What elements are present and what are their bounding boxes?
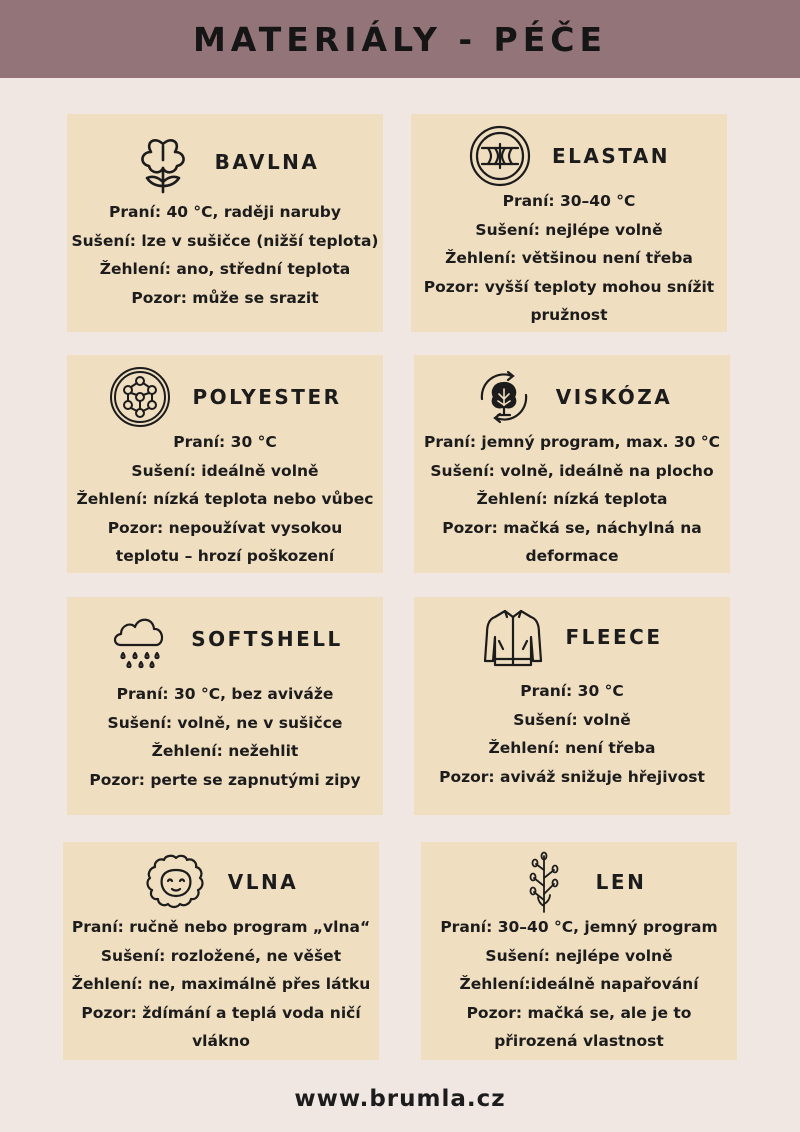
cotton-icon bbox=[131, 130, 195, 194]
card-title: VLNA bbox=[227, 870, 299, 894]
card-line: Žehlení: ne, maximálně přes látku bbox=[71, 975, 371, 993]
card-title: POLYESTER bbox=[192, 385, 342, 409]
card-line: Pozor: aviváž snižuje hřejivost bbox=[439, 767, 705, 786]
card-line: Praní: 30–40 °C bbox=[502, 192, 636, 210]
card-line: pružnost bbox=[530, 306, 608, 324]
elastic-fabric-icon bbox=[468, 124, 532, 188]
card-line: Praní: jemný program, max. 30 °C bbox=[424, 433, 720, 451]
card-fleece bbox=[414, 597, 730, 815]
card-line: Žehlení: většinou není třeba bbox=[445, 249, 693, 267]
card-title: LEN bbox=[595, 870, 647, 894]
card-line: Žehlení: nežehlit bbox=[151, 742, 299, 760]
card-title: VISKÓZA bbox=[555, 385, 673, 409]
card-viskoza bbox=[414, 355, 730, 573]
card-line: Pozor: ždímání a teplá voda ničí bbox=[81, 1003, 361, 1022]
card-line: Pozor: nepoužívat vysokou bbox=[107, 518, 343, 537]
card-line: Sušení: volně, ne v sušičce bbox=[107, 713, 343, 732]
card-line: Pozor: mačká se, ale je to bbox=[466, 1003, 692, 1022]
card-line: Praní: ručně nebo program „vlna“ bbox=[71, 918, 371, 936]
footer-url[interactable]: www.brumla.cz bbox=[294, 1086, 506, 1112]
card-line: Sušení: nejlépe volně bbox=[485, 946, 673, 965]
card-line: Pozor: vyšší teploty mohou snížit bbox=[423, 277, 715, 296]
card-title: BAVLNA bbox=[214, 150, 320, 174]
card-line: Sušení: ideálně volně bbox=[131, 461, 319, 480]
card-elastan bbox=[411, 114, 727, 332]
card-vlna bbox=[63, 842, 379, 1060]
card-line: Pozor: může se srazit bbox=[131, 288, 319, 307]
card-polyester bbox=[67, 355, 383, 573]
card-bavlna bbox=[67, 114, 383, 332]
card-line: Sušení: nejlépe volně bbox=[475, 220, 663, 239]
rain-cloud-icon bbox=[107, 607, 171, 671]
card-line: vlákno bbox=[192, 1032, 250, 1050]
card-line: přirozená vlastnost bbox=[494, 1032, 664, 1050]
card-line: Žehlení: nízká teplota nebo vůbec bbox=[76, 490, 374, 508]
molecule-icon bbox=[108, 365, 172, 429]
flax-plant-icon bbox=[512, 850, 576, 914]
card-softshell bbox=[67, 597, 383, 815]
card-title: FLEECE bbox=[565, 625, 663, 649]
card-title: SOFTSHELL bbox=[191, 627, 343, 651]
page-title: MATERIÁLY - PÉČE bbox=[192, 19, 608, 59]
card-line: Praní: 30–40 °C, jemný program bbox=[440, 918, 718, 936]
card-line: Žehlení: nízká teplota bbox=[476, 490, 668, 508]
card-line: Pozor: perte se zapnutými zipy bbox=[89, 770, 361, 789]
card-line: Praní: 30 °C, bez aviváže bbox=[116, 685, 334, 703]
card-line: Sušení: volně, ideálně na plocho bbox=[430, 461, 714, 480]
card-line: Praní: 30 °C bbox=[173, 433, 277, 451]
card-len bbox=[421, 842, 737, 1060]
card-line: Sušení: volně bbox=[513, 710, 631, 729]
card-line: Žehlení: ano, střední teplota bbox=[99, 260, 351, 278]
recycle-tree-icon bbox=[472, 365, 536, 429]
card-line: Sušení: rozložené, ne věšet bbox=[100, 946, 342, 965]
sheep-icon bbox=[144, 850, 208, 914]
card-line: Praní: 30 °C bbox=[520, 682, 624, 700]
card-line: deformace bbox=[525, 547, 619, 565]
card-title: ELASTAN bbox=[551, 144, 671, 168]
card-line: teplotu – hrozí poškození bbox=[115, 547, 335, 565]
card-line: Pozor: mačká se, náchylná na bbox=[442, 518, 702, 537]
header-banner bbox=[0, 0, 800, 78]
jacket-icon bbox=[481, 605, 545, 669]
card-line: Žehlení:ideálně napařování bbox=[459, 975, 699, 993]
card-line: Praní: 40 °C, raději naruby bbox=[109, 203, 341, 221]
card-line: Sušení: lze v sušičce (nižší teplota) bbox=[71, 231, 379, 250]
card-line: Žehlení: není třeba bbox=[488, 739, 656, 757]
